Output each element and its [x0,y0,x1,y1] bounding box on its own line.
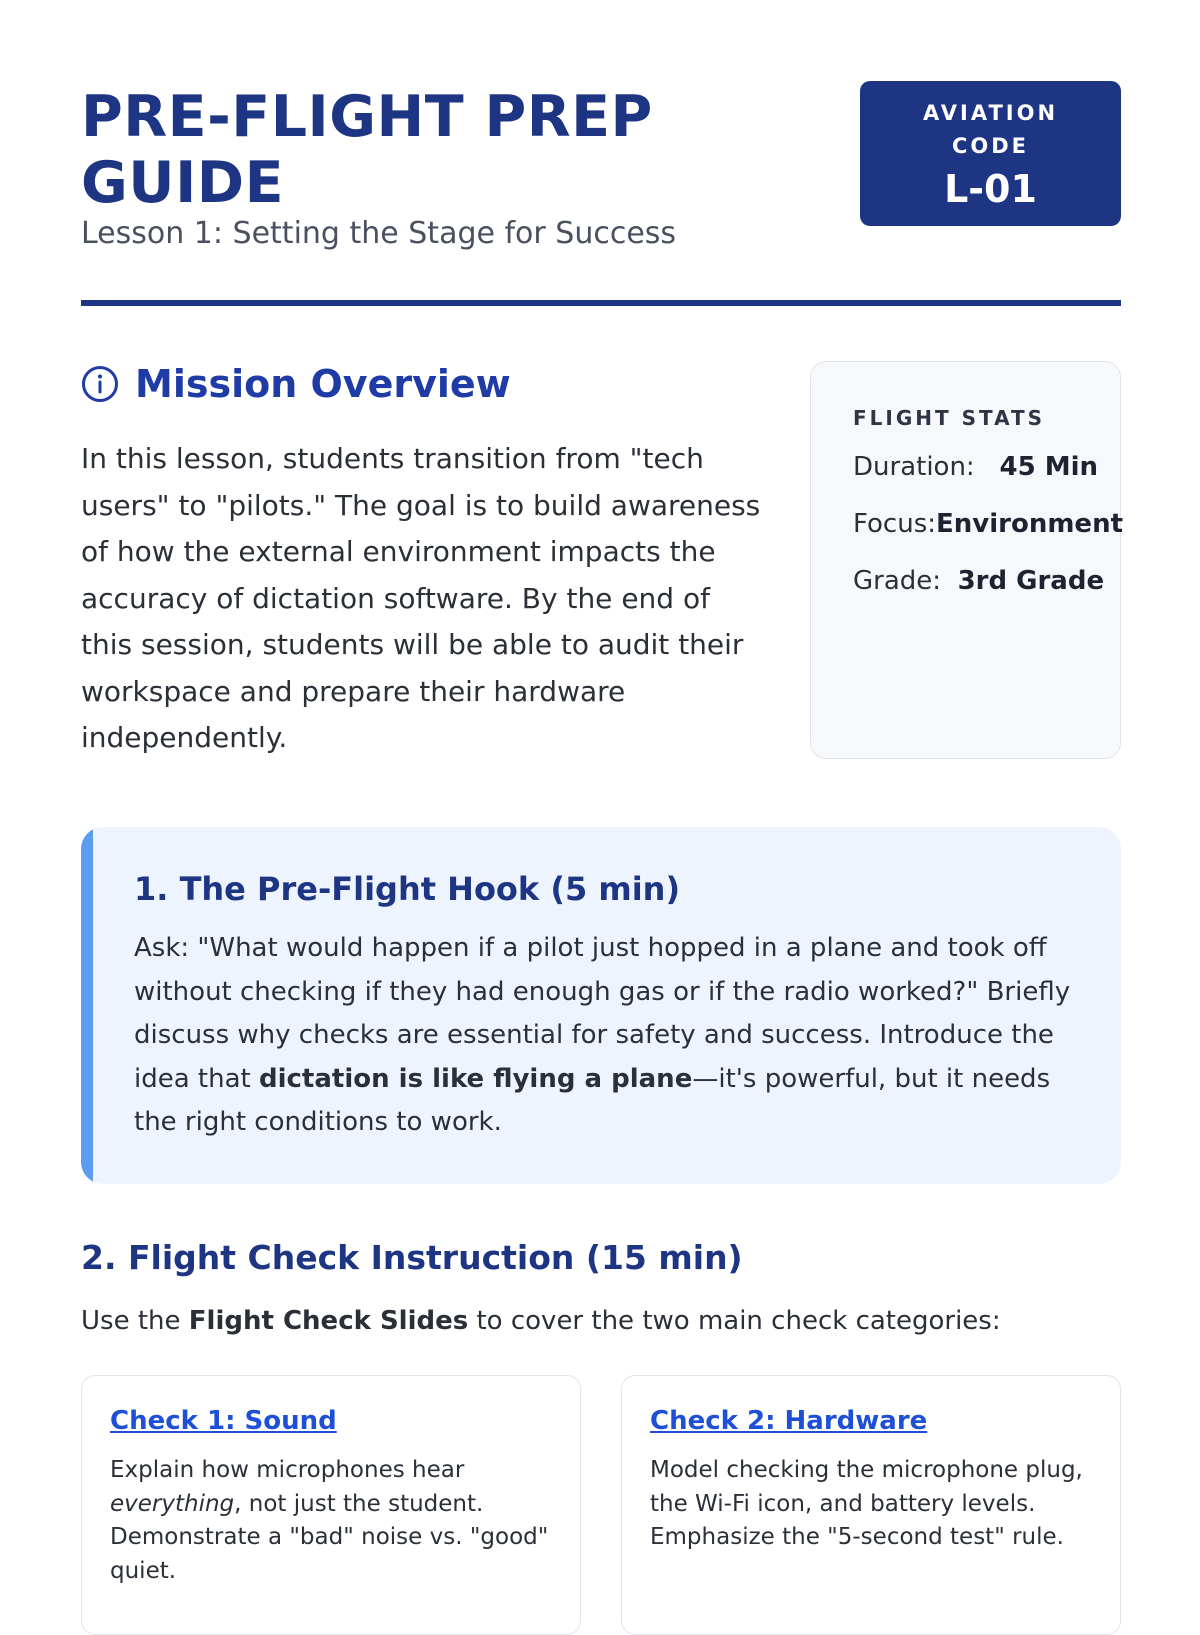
instruction-title: 2. Flight Check Instruction (15 min) [81,1238,743,1277]
check-text-emphasis: everything [110,1490,235,1517]
hook-text [134,927,1084,1145]
hook-text-bold: dictation is like flying a plane [259,1063,693,1094]
hook-text-part: —it's powerful, but it needs the right conditions to work. [134,1063,1051,1137]
hook-title: 1. The Pre-Flight Hook (5 min) [134,870,681,908]
header-divider [81,300,1121,306]
instruction-intro-bold: Flight Check Slides [188,1306,469,1336]
hook-text-part: Ask: "What would happen if a pilot just hopped in a plane and took off without checking if they had enough gas or if the radio worked?" Briefly discuss why checks are essential for safety and success. Introduce the idea that [134,933,1071,1094]
aviation-code-value: L-01 [944,167,1037,211]
check-sound-link[interactable]: Check 1: Sound [110,1406,337,1436]
check-card-sound [81,1375,581,1635]
page-title: PRE-FLIGHT PREP GUIDE [81,84,653,216]
check-text-part: , not just the student. Demonstrate a "bad" noise vs. "good" quiet. [110,1490,549,1584]
overview-heading [81,362,511,406]
check-card-hardware [621,1375,1121,1635]
stat-row-focus [853,509,1124,539]
stat-value: Environment [936,509,1124,539]
aviation-code-label: AVIATION CODE [922,101,1059,158]
stat-key: Duration: [853,452,975,482]
check-sound-text [110,1454,552,1588]
check-text-part: Explain how microphones hear [110,1457,465,1483]
check-hardware-link[interactable]: Check 2: Hardware [650,1406,928,1436]
instruction-intro [81,1306,1001,1336]
stat-key: Grade: [853,566,942,596]
instruction-intro-part: to cover the two main check categories: [468,1306,1001,1336]
flight-stats-title: FLIGHT STATS [853,406,1046,430]
overview-title: Mission Overview [135,362,511,406]
stat-row-grade [853,566,1120,596]
stat-key: Focus: [853,509,937,539]
aviation-code-badge [860,81,1121,226]
page-subtitle: Lesson 1: Setting the Stage for Success [81,216,677,251]
hook-section [81,827,1121,1184]
info-icon [81,365,119,403]
overview-text: In this lesson, students transition from "tech users" to "pilots." The goal is to build awareness of how the external environment impacts the accuracy of dictation software. By the end of this session, students will be able to audit their workspace and prepare their hardware independently. [81,442,761,754]
stat-value: 3rd Grade [957,566,1105,596]
instruction-intro-part: Use the [81,1306,189,1336]
check-hardware-text: Model checking the microphone plug, the Wi-Fi icon, and battery levels. Emphasize the "5-second test" rule. [650,1457,1083,1550]
stat-value: 45 Min [999,452,1099,482]
flight-stats-card [810,361,1124,759]
stat-row-duration [853,452,1120,482]
hook-accent-bar [81,827,93,1184]
